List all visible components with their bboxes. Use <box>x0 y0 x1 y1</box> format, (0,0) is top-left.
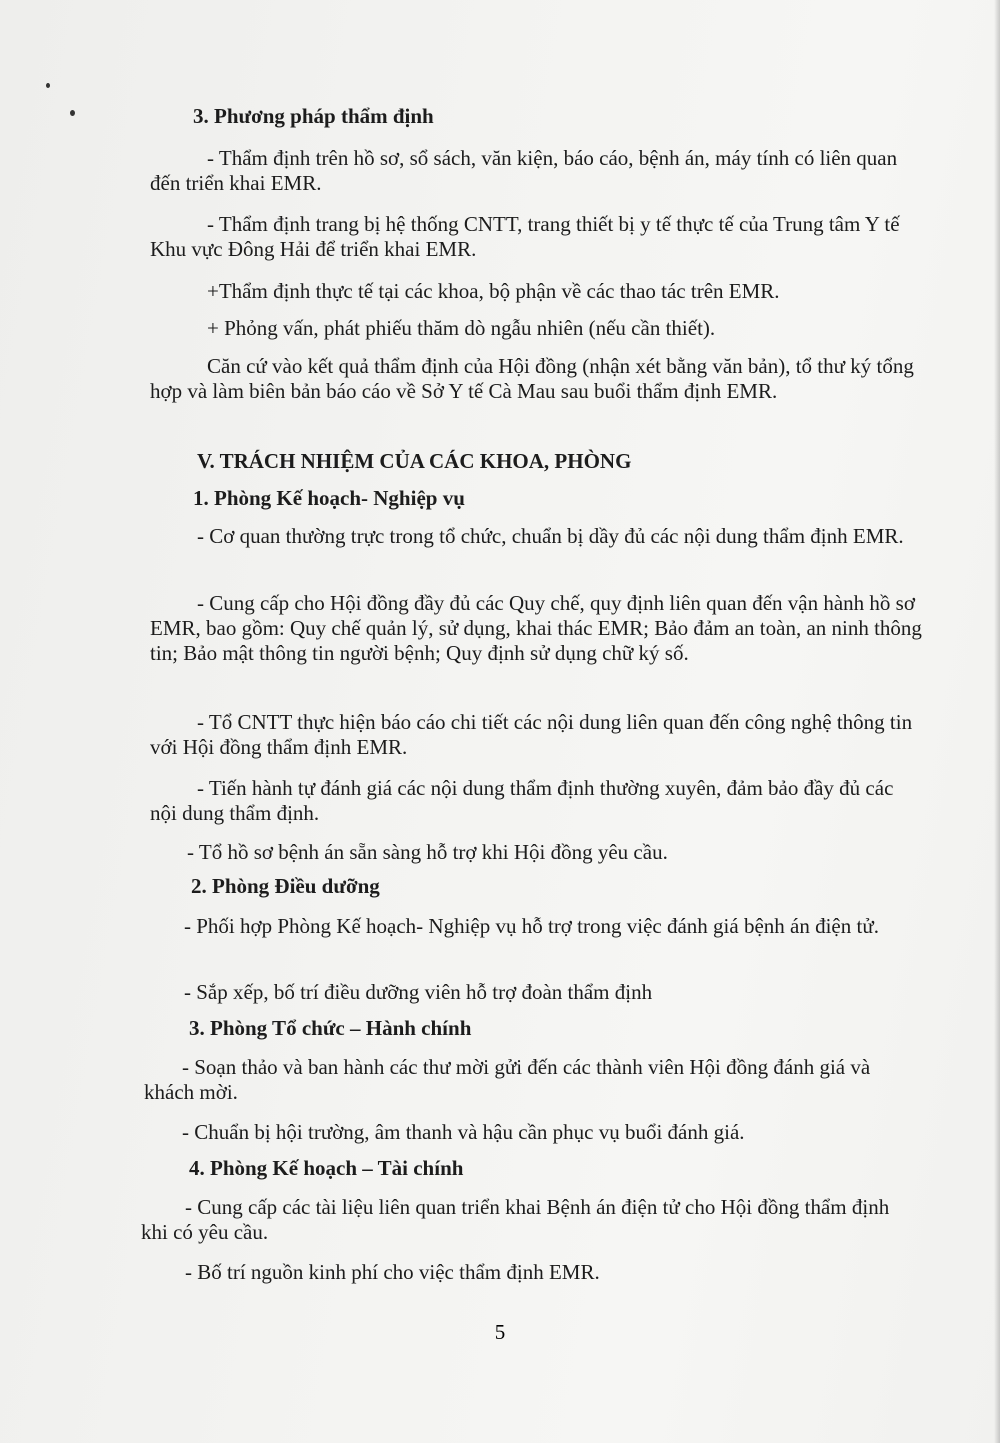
paragraph: - Cung cấp cho Hội đồng đầy đủ các Quy chế, quy định liên quan đến vận hành hồ sơ EMR, bao gồm: Quy chế quản lý, sử dụng, khai thác EMR; Bảo đảm an toàn, an ninh thông tin; Bảo mật thông tin người bệnh; Quy định sử dụng chữ ký số. <box>150 591 922 665</box>
paragraph: - Tổ hồ sơ bệnh án sẵn sàng hỗ trợ khi Hội đồng yêu cầu. <box>187 840 668 864</box>
paragraph: - Cung cấp các tài liệu liên quan triển khai Bệnh án điện tử cho Hội đồng thẩm định khi có yêu cầu. <box>141 1195 890 1244</box>
ink-speck <box>70 110 75 116</box>
paragraph: - Tổ CNTT thực hiện báo cáo chi tiết các nội dung liên quan đến công nghệ thông tin với Hội đồng thẩm định EMR. <box>150 710 913 759</box>
paragraph: - Chuẩn bị hội trường, âm thanh và hậu cần phục vụ buổi đánh giá. <box>182 1120 745 1144</box>
paragraph: Căn cứ vào kết quả thẩm định của Hội đồng (nhận xét bằng văn bản), tổ thư ký tổng hợp và làm biên bản báo cáo về Sở Y tế Cà Mau sau buổi thẩm định EMR. <box>150 354 914 403</box>
subsection-heading: 1. Phòng Kế hoạch- Nghiệp vụ <box>193 486 465 510</box>
subsection-heading: 3. Phòng Tổ chức – Hành chính <box>189 1016 472 1040</box>
section-heading: V. TRÁCH NHIỆM CỦA CÁC KHOA, PHÒNG <box>197 449 632 473</box>
paragraph: + Phỏng vấn, phát phiếu thăm dò ngẫu nhiên (nếu cần thiết). <box>207 316 716 340</box>
page-edge-shadow <box>994 0 1000 1443</box>
paragraph: - Bố trí nguồn kinh phí cho việc thẩm định EMR. <box>185 1260 600 1284</box>
page-number: 5 <box>494 1320 506 1344</box>
subsection-heading: 4. Phòng Kế hoạch – Tài chính <box>189 1156 464 1180</box>
paragraph: - Thẩm định trang bị hệ thống CNTT, trang thiết bị y tế thực tế của Trung tâm Y tế Khu vực Đông Hải để triển khai EMR. <box>150 212 900 261</box>
paragraph: - Phối hợp Phòng Kế hoạch- Nghiệp vụ hỗ trợ trong việc đánh giá bệnh án điện tử. <box>184 914 879 938</box>
paragraph: - Sắp xếp, bố trí điều dưỡng viên hỗ trợ đoàn thẩm định <box>184 980 653 1004</box>
paragraph: - Tiến hành tự đánh giá các nội dung thẩm định thường xuyên, đảm bảo đầy đủ các nội dung thẩm định. <box>150 776 894 825</box>
subsection-heading: 2. Phòng Điều dưỡng <box>191 874 380 898</box>
section-heading: 3. Phương pháp thẩm định <box>193 104 434 128</box>
paragraph: - Thẩm định trên hồ sơ, sổ sách, văn kiện, báo cáo, bệnh án, máy tính có liên quan đến triển khai EMR. <box>150 146 898 195</box>
ink-speck <box>46 83 50 88</box>
paragraph: - Cơ quan thường trực trong tổ chức, chuẩn bị dầy đủ các nội dung thẩm định EMR. <box>197 524 904 548</box>
paragraph: +Thẩm định thực tế tại các khoa, bộ phận về các thao tác trên EMR. <box>207 279 780 303</box>
paragraph: - Soạn thảo và ban hành các thư mời gửi đến các thành viên Hội đồng đánh giá và khách mời. <box>144 1055 871 1104</box>
